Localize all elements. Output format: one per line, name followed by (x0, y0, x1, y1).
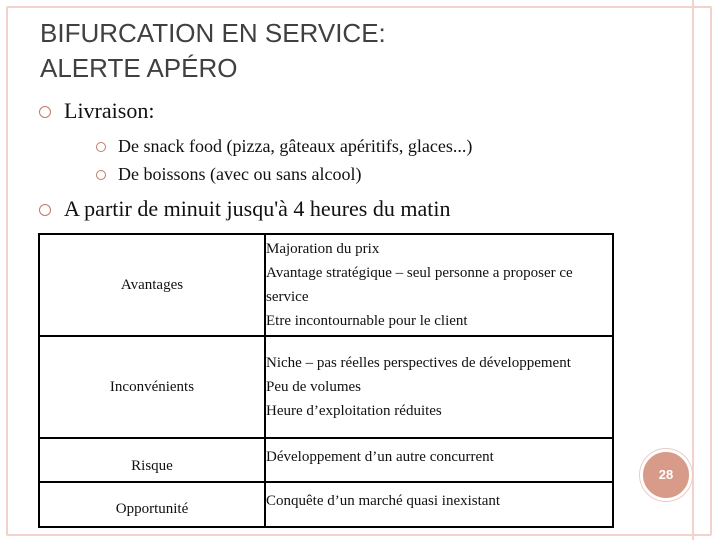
sub-bullet-list (64, 132, 472, 188)
list-item: Niche – pas réelles perspectives de développement (266, 355, 571, 371)
table-row (39, 438, 613, 482)
list-item: Peu de volumes (266, 379, 361, 395)
row-label-inconvenients: Inconvénients (39, 336, 265, 438)
bullet-livraison: Livraison: De snack food (pizza, gâteaux apéritifs, glaces...) De boissons (avec ou sans alcool) (38, 96, 472, 188)
table-row (39, 482, 613, 527)
row-items-avantages (265, 234, 613, 336)
row-items-risque (265, 438, 613, 482)
list-item: Heure d’exploitation réduites (266, 403, 442, 419)
sub-bullet-boissons: De boissons (avec ou sans alcool) (90, 160, 472, 188)
bullet-list (38, 96, 472, 224)
slide-title-line-1: BIFURCATION EN SERVICE: (40, 18, 386, 48)
table-row (39, 234, 613, 336)
slide-title-line-2: ALERTE APÉRO (40, 53, 238, 83)
list-item: Développement d’un autre concurrent (266, 449, 494, 465)
list-item: Etre incontournable pour le client (266, 313, 468, 329)
row-label-avantages: Avantages (39, 234, 265, 336)
table-row (39, 336, 613, 438)
row-items-inconvenients (265, 336, 613, 438)
list-item: Avantage stratégique – seul personne a proposer ce service (266, 265, 573, 305)
slide-title (40, 16, 386, 86)
slide-border-rule (692, 0, 694, 540)
row-label-risque: Risque (39, 438, 265, 482)
list-item: Conquête d’un marché quasi inexistant (266, 493, 501, 509)
list-item: Majoration du prix (266, 241, 380, 257)
page-number-badge: 28 (640, 449, 692, 501)
row-label-opportunite: Opportunité (39, 482, 265, 527)
bullet-horaires: A partir de minuit jusqu'à 4 heures du matin (38, 194, 472, 224)
row-items-opportunite (265, 482, 613, 527)
swot-table (38, 233, 614, 528)
sub-bullet-snack: De snack food (pizza, gâteaux apéritifs, glaces...) (90, 132, 472, 160)
